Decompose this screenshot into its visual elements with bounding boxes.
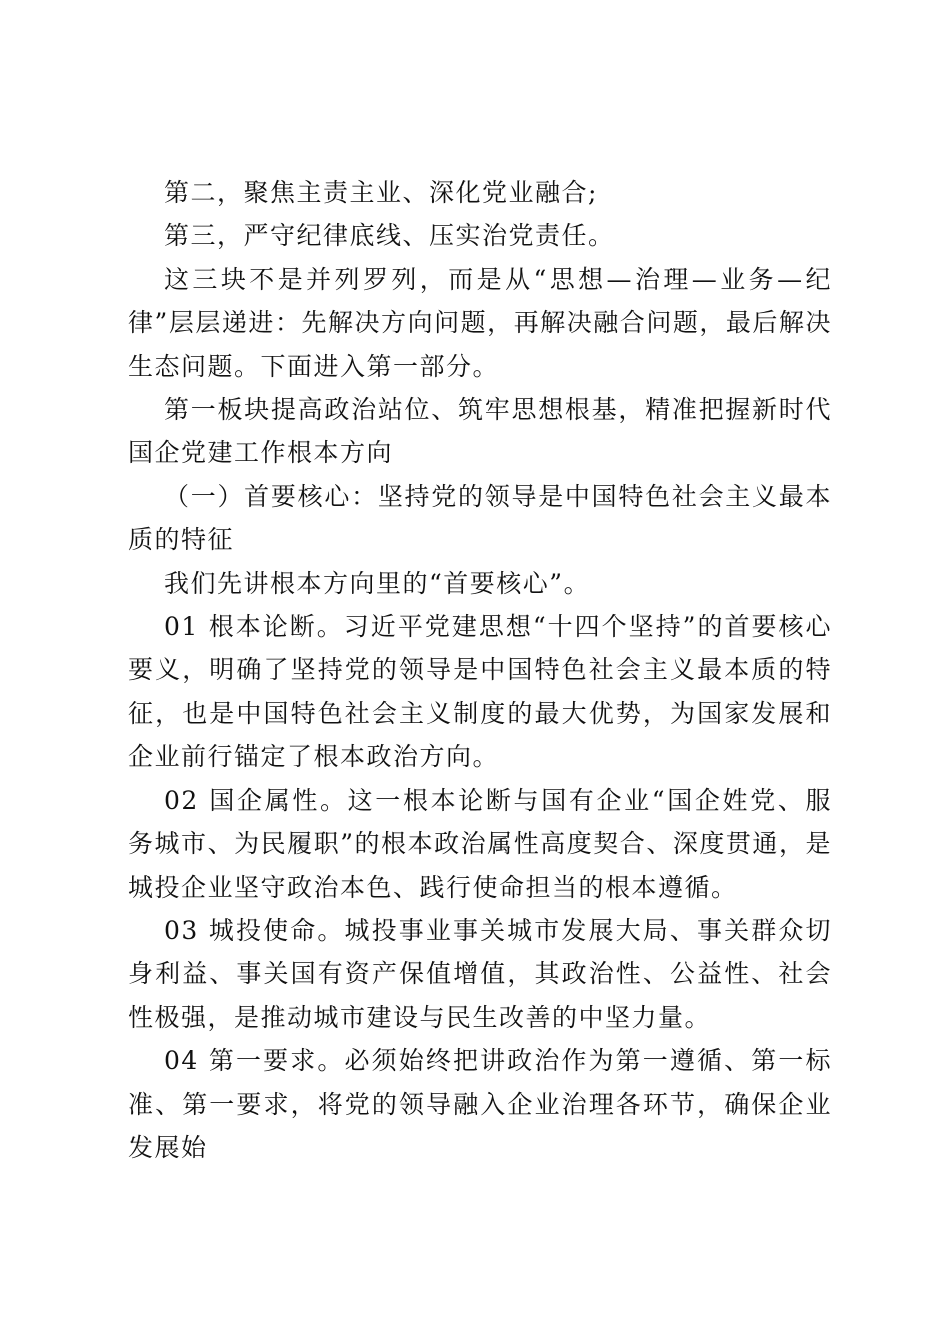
paragraph-item-03: 03 城投使命。城投事业事关城市发展大局、事关群众切身利益、事关国有资产保值增值，其政治性、公益性、社会性极强，是推动城市建设与民生改善的中坚力量。 bbox=[128, 915, 832, 1032]
section-heading-first-block: 第一板块提高政治站位、筑牢思想根基，精准把握新时代国企党建工作根本方向 bbox=[128, 395, 832, 468]
paragraph-item-02: 02 国企属性。这一根本论断与国有企业“国企姓党、服务城市、为民履职”的根本政治属性高度契合、深度贯通，是城投企业坚守政治本色、践行使命担当的根本遵循。 bbox=[128, 785, 832, 902]
paragraph-structure-explanation: 这三块不是并列罗列，而是从“思想—治理—业务—纪律”层层递进：先解决方向问题，再解决融合问题，最后解决生态问题。下面进入第一部分。 bbox=[128, 264, 832, 381]
paragraph-intro-core: 我们先讲根本方向里的“首要核心”。 bbox=[164, 568, 591, 598]
paragraph-item-04: 04 第一要求。必须始终把讲政治作为第一遵循、第一标准、第一要求，将党的领导融入企业治理各环节，确保企业发展始 bbox=[128, 1046, 832, 1162]
paragraph-point-two: 第二，聚焦主责主业、深化党业融合; bbox=[164, 178, 598, 207]
paragraph-point-three: 第三，严守纪律底线、压实治党责任。 bbox=[164, 221, 615, 251]
document-body bbox=[128, 171, 832, 1169]
paragraph-item-01: 01 根本论断。习近平党建思想“十四个坚持”的首要核心要义，明确了坚持党的领导是中国特色社会主义最本质的特征，也是中国特色社会主义制度的最大优势，为国家发展和企业前行锚定了根本政治方向。 bbox=[128, 612, 832, 772]
subsection-heading-one: （一）首要核心：坚持党的领导是中国特色社会主义最本质的特征 bbox=[128, 481, 832, 555]
